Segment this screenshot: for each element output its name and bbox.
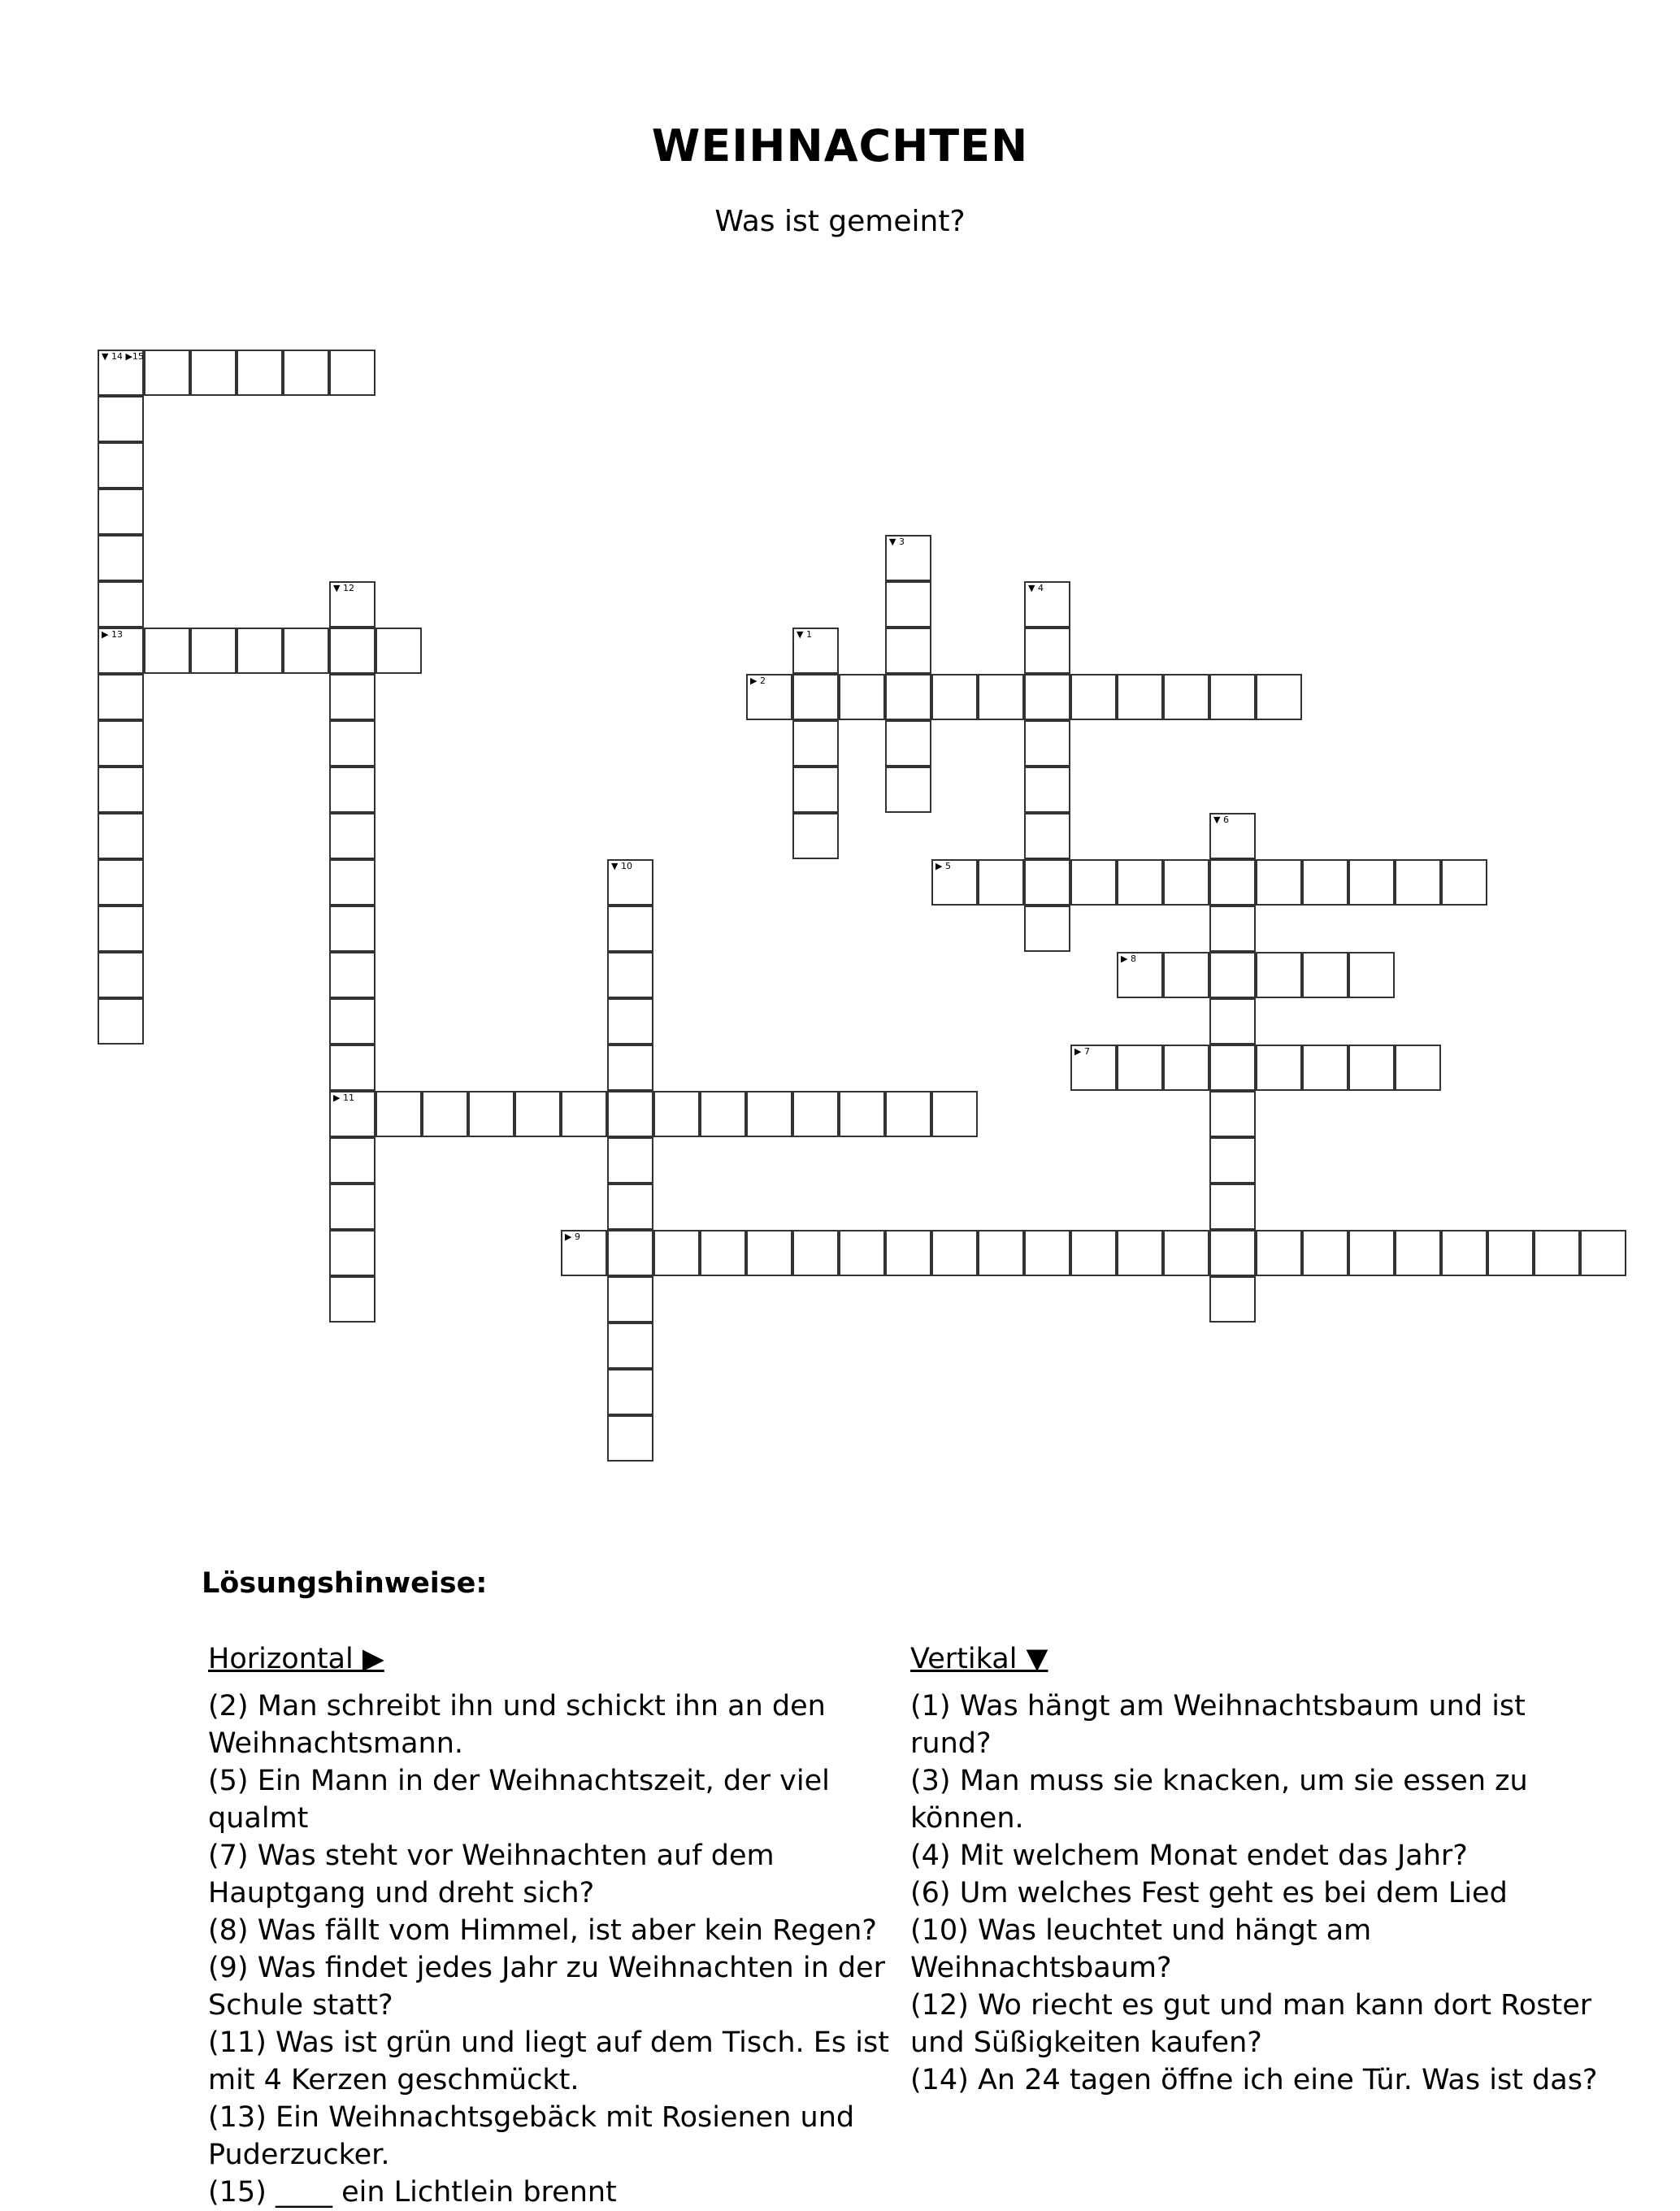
crossword-cell[interactable]	[1163, 952, 1209, 998]
crossword-cell[interactable]	[1209, 1137, 1256, 1184]
crossword-cell[interactable]	[653, 1091, 700, 1137]
crossword-cell[interactable]	[792, 720, 839, 767]
crossword-cell[interactable]	[98, 581, 144, 628]
crossword-cell[interactable]	[839, 674, 885, 720]
crossword-cell[interactable]	[329, 813, 376, 859]
crossword-cell[interactable]	[1348, 1045, 1395, 1091]
clue-down-14: (14) An 24 tagen öffne ich eine Tür. Was ist das?	[910, 2064, 1598, 2096]
crossword-cell[interactable]	[1209, 906, 1256, 952]
crossword-cell[interactable]	[607, 1184, 653, 1230]
crossword-cell[interactable]	[607, 1230, 653, 1276]
clue-number-label: ▶ 11	[333, 1092, 354, 1103]
clue-across-5: (5) Ein Mann in der Weihnachtszeit, der viel qualmt	[208, 1765, 830, 1835]
crossword-cell[interactable]	[931, 1230, 978, 1276]
crossword-cell[interactable]	[1256, 674, 1302, 720]
crossword-cell[interactable]	[1209, 674, 1256, 720]
crossword-cell[interactable]	[1256, 1230, 1302, 1276]
crossword-cell[interactable]	[329, 350, 376, 396]
clue-number-label: ▼ 3	[889, 536, 905, 547]
crossword-cell[interactable]	[514, 1091, 561, 1137]
crossword-cell[interactable]	[329, 998, 376, 1045]
crossword-cell[interactable]	[1348, 952, 1395, 998]
crossword-cell[interactable]	[144, 350, 190, 396]
clue-number-label: ▶ 13	[102, 629, 123, 640]
crossword-cell[interactable]	[1117, 1230, 1163, 1276]
crossword-cell[interactable]	[98, 535, 144, 581]
crossword-cell[interactable]	[1256, 1045, 1302, 1091]
crossword-cell[interactable]	[561, 1230, 607, 1276]
clue-number-label: ▶ 7	[1074, 1046, 1090, 1057]
crossword-cell[interactable]	[931, 1091, 978, 1137]
crossword-cell[interactable]	[1348, 1230, 1395, 1276]
crossword-cell[interactable]	[98, 859, 144, 906]
crossword-cell[interactable]	[1302, 1230, 1348, 1276]
crossword-cell[interactable]	[978, 1230, 1024, 1276]
crossword-cell[interactable]	[1580, 1230, 1626, 1276]
crossword-cell[interactable]	[98, 628, 144, 674]
crossword-cell[interactable]	[1441, 859, 1487, 906]
crossword-cell[interactable]	[746, 1230, 792, 1276]
crossword-cell[interactable]	[283, 628, 329, 674]
crossword-cell[interactable]	[98, 767, 144, 813]
crossword-cell[interactable]	[931, 674, 978, 720]
crossword-cell[interactable]	[839, 1230, 885, 1276]
crossword-cell[interactable]	[1163, 1230, 1209, 1276]
clue-number-label: ▶ 5	[936, 861, 951, 871]
crossword-cell[interactable]	[885, 535, 931, 581]
crossword-cell[interactable]	[1487, 1230, 1534, 1276]
crossword-cell[interactable]	[376, 628, 422, 674]
crossword-cell[interactable]	[1070, 674, 1117, 720]
crossword-cell[interactable]	[283, 350, 329, 396]
crossword-cell[interactable]	[885, 581, 931, 628]
crossword-cell[interactable]	[792, 1230, 839, 1276]
crossword-cell[interactable]	[190, 350, 237, 396]
crossword-cell[interactable]	[329, 720, 376, 767]
crossword-cell[interactable]	[792, 813, 839, 859]
crossword-cell[interactable]	[98, 396, 144, 442]
crossword-cell[interactable]	[98, 952, 144, 998]
crossword-cell[interactable]	[1070, 1045, 1117, 1091]
crossword-cell[interactable]	[1534, 1230, 1580, 1276]
crossword-cell[interactable]	[1024, 628, 1070, 674]
crossword-cell[interactable]	[1395, 859, 1441, 906]
crossword-cell[interactable]	[329, 859, 376, 906]
crossword-cell[interactable]	[978, 859, 1024, 906]
crossword-cell[interactable]	[1302, 952, 1348, 998]
clue-across-8: (8) Was fällt vom Himmel, ist aber kein Regen?	[208, 1914, 877, 1947]
crossword-cell[interactable]	[607, 1276, 653, 1323]
crossword-cell[interactable]	[98, 998, 144, 1045]
crossword-cell[interactable]	[98, 489, 144, 535]
crossword-cell[interactable]	[1024, 581, 1070, 628]
crossword-cell[interactable]	[1209, 1091, 1256, 1137]
crossword-cell[interactable]	[98, 350, 144, 396]
crossword-cell[interactable]	[792, 767, 839, 813]
crossword-cell[interactable]	[1209, 1230, 1256, 1276]
crossword-cell[interactable]	[1209, 1276, 1256, 1323]
clue-down-3: (3) Man muss sie knacken, um sie essen zu können.	[910, 1765, 1528, 1835]
crossword-cell[interactable]	[329, 906, 376, 952]
page-title: WEIHNACHTEN	[651, 120, 1029, 172]
crossword-cell[interactable]	[792, 674, 839, 720]
crossword-cell[interactable]	[329, 674, 376, 720]
clue-down-12: (12) Wo riecht es gut und man kann dort Roster und Süßigkeiten kaufen?	[910, 1989, 1592, 2059]
crossword-cell[interactable]	[607, 1045, 653, 1091]
crossword-cell[interactable]	[607, 1323, 653, 1369]
crossword-cell[interactable]	[376, 1091, 422, 1137]
crossword-cell[interactable]	[329, 767, 376, 813]
crossword-cell[interactable]	[607, 1137, 653, 1184]
crossword-cell[interactable]	[1024, 859, 1070, 906]
crossword-cell[interactable]	[607, 1369, 653, 1415]
crossword-cell[interactable]	[329, 1091, 376, 1137]
clue-across-13: (13) Ein Weihnachtsgebäck mit Rosienen und Puderzucker.	[208, 2101, 855, 2171]
crossword-cell[interactable]	[1209, 952, 1256, 998]
crossword-cell[interactable]	[746, 674, 792, 720]
crossword-cell[interactable]	[98, 720, 144, 767]
crossword-cell[interactable]	[1302, 859, 1348, 906]
clue-across-15: (15) ____ ein Lichtlein brennt	[208, 2176, 617, 2209]
crossword-cell[interactable]	[1209, 998, 1256, 1045]
crossword-cell[interactable]	[329, 1137, 376, 1184]
crossword-cell[interactable]	[98, 906, 144, 952]
crossword-cell[interactable]	[1163, 674, 1209, 720]
clue-down-1: (1) Was hängt am Weihnachtsbaum und ist rund?	[910, 1690, 1526, 1760]
crossword-cell[interactable]	[329, 1230, 376, 1276]
crossword-cell[interactable]	[607, 859, 653, 906]
clue-number-label: ▼ 12	[333, 583, 354, 593]
crossword-cell[interactable]	[329, 581, 376, 628]
clue-across-7: (7) Was steht vor Weihnachten auf dem Hauptgang und dreht sich?	[208, 1840, 775, 1909]
crossword-cell[interactable]	[1024, 720, 1070, 767]
horizontal-heading: Horizontal ▶	[208, 1643, 384, 1675]
crossword-cell[interactable]	[1117, 952, 1163, 998]
crossword-cell[interactable]	[329, 952, 376, 998]
crossword-cell[interactable]	[700, 1091, 746, 1137]
crossword-cell[interactable]	[700, 1230, 746, 1276]
crossword-cell[interactable]	[885, 628, 931, 674]
crossword-cell[interactable]	[1024, 674, 1070, 720]
crossword-cell[interactable]	[329, 628, 376, 674]
crossword-cell[interactable]	[885, 1091, 931, 1137]
crossword-cell[interactable]	[607, 906, 653, 952]
clue-across-9: (9) Was findet jedes Jahr zu Weihnachten in der Schule statt?	[208, 1952, 886, 2022]
crossword-cell[interactable]	[98, 442, 144, 489]
clue-number-label: ▼ 4	[1028, 583, 1044, 593]
clue-down-4: (4) Mit welchem Monat endet das Jahr?	[910, 1840, 1468, 1872]
crossword-cell[interactable]	[1024, 1230, 1070, 1276]
clue-down-6: (6) Um welches Fest geht es bei dem Lied	[910, 1877, 1508, 1909]
crossword-cell[interactable]	[1070, 1230, 1117, 1276]
crossword-cell[interactable]	[1070, 859, 1117, 906]
crossword-cell[interactable]	[1024, 813, 1070, 859]
crossword-cell[interactable]	[1256, 952, 1302, 998]
crossword-cell[interactable]	[1209, 813, 1256, 859]
crossword-cell[interactable]	[607, 998, 653, 1045]
vertical-heading: Vertikal ▼	[910, 1643, 1048, 1675]
crossword-cell[interactable]	[1441, 1230, 1487, 1276]
clue-number-label: ▼ 6	[1213, 814, 1229, 825]
crossword-cell[interactable]	[931, 859, 978, 906]
clue-across-2: (2) Man schreibt ihn und schickt ihn an den Weihnachtsmann.	[208, 1690, 826, 1760]
crossword-cell[interactable]	[237, 350, 283, 396]
crossword-cell[interactable]	[1209, 859, 1256, 906]
crossword-cell[interactable]	[1163, 859, 1209, 906]
crossword-cell[interactable]	[653, 1230, 700, 1276]
crossword-cell[interactable]	[746, 1091, 792, 1137]
crossword-cell[interactable]	[792, 628, 839, 674]
crossword-cell[interactable]	[885, 674, 931, 720]
crossword-cell[interactable]	[792, 1091, 839, 1137]
horizontal-clues	[208, 1640, 899, 2211]
crossword-cell[interactable]	[885, 1230, 931, 1276]
clue-number-label: ▶ 2	[750, 675, 766, 686]
crossword-cell[interactable]	[607, 1415, 653, 1462]
crossword-cell[interactable]	[190, 628, 237, 674]
crossword-cell[interactable]	[1302, 1045, 1348, 1091]
crossword-cell[interactable]	[237, 628, 283, 674]
vertical-clues	[910, 1640, 1601, 2099]
crossword-cell[interactable]	[98, 674, 144, 720]
crossword-cell[interactable]	[1117, 1045, 1163, 1091]
crossword-cell[interactable]	[1348, 859, 1395, 906]
crossword-cell[interactable]	[885, 767, 931, 813]
crossword-cell[interactable]	[98, 813, 144, 859]
clue-number-label: ▼ 1	[797, 629, 812, 640]
crossword-cell[interactable]	[144, 628, 190, 674]
crossword-cell[interactable]	[607, 1091, 653, 1137]
crossword-cell[interactable]	[1209, 1045, 1256, 1091]
crossword-cell[interactable]	[839, 1091, 885, 1137]
crossword-cell[interactable]	[468, 1091, 514, 1137]
crossword-cell[interactable]	[329, 1045, 376, 1091]
clue-number-label: ▶ 8	[1121, 953, 1136, 964]
crossword-cell[interactable]	[885, 720, 931, 767]
crossword-cell[interactable]	[1395, 1230, 1441, 1276]
crossword-cell[interactable]	[329, 1276, 376, 1323]
crossword-cell[interactable]	[561, 1091, 607, 1137]
clue-number-label: ▶ 9	[565, 1231, 580, 1242]
clue-number-label: ▼ 10	[611, 861, 632, 871]
crossword-cell[interactable]	[1117, 674, 1163, 720]
crossword-cell[interactable]	[1024, 767, 1070, 813]
clue-across-11: (11) Was ist grün und liegt auf dem Tisch. Es ist mit 4 Kerzen geschmückt.	[208, 2026, 889, 2096]
clue-down-10: (10) Was leuchtet und hängt am Weihnachtsbaum?	[910, 1914, 1372, 1984]
crossword-cell[interactable]	[1209, 1184, 1256, 1230]
crossword-cell[interactable]	[1117, 859, 1163, 906]
hints-title: Lösungshinweise:	[202, 1567, 488, 1600]
clue-number-label: ▼ 14 ▶15	[102, 351, 144, 362]
crossword-cell[interactable]	[1395, 1045, 1441, 1091]
crossword-cell[interactable]	[978, 674, 1024, 720]
page-subtitle: Was ist gemeint?	[714, 205, 966, 238]
crossword-cell[interactable]	[1163, 1045, 1209, 1091]
crossword-cell[interactable]	[422, 1091, 468, 1137]
crossword-cell[interactable]	[1256, 859, 1302, 906]
crossword-cell[interactable]	[1024, 906, 1070, 952]
crossword-cell[interactable]	[607, 952, 653, 998]
crossword-cell[interactable]	[329, 1184, 376, 1230]
